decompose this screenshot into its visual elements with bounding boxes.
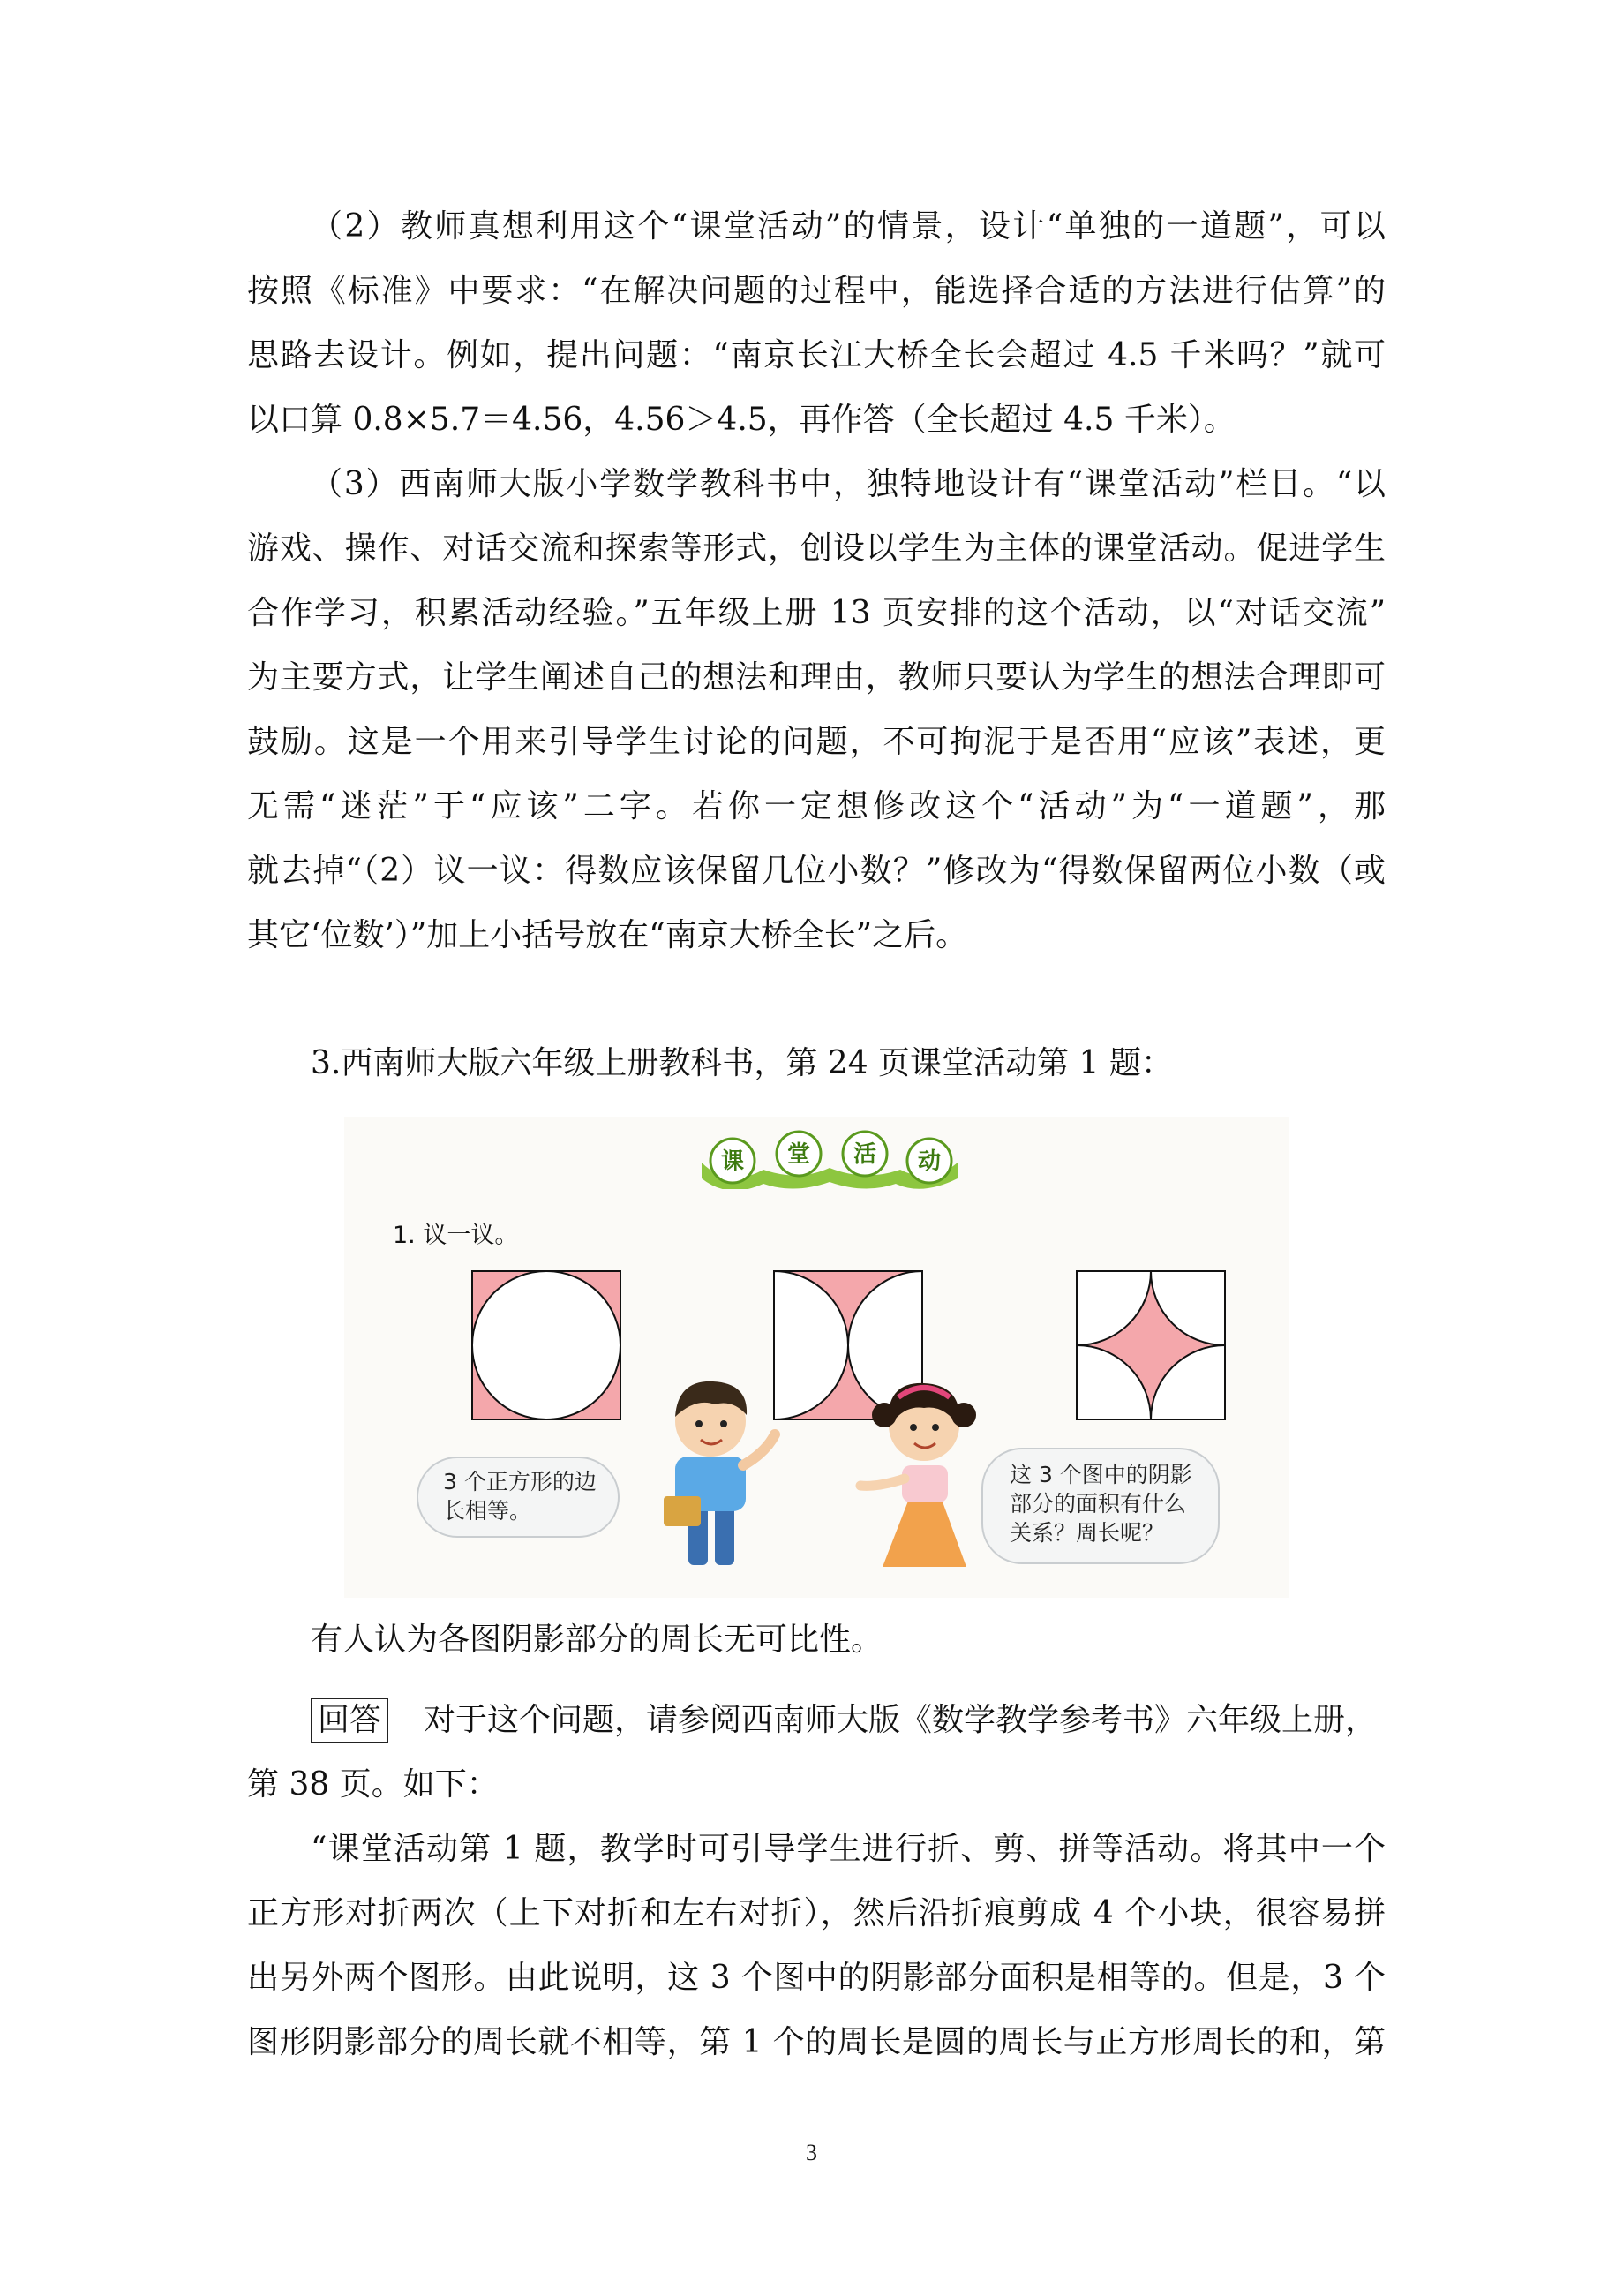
paragraph-line: 鼓励。这是一个用来引导学生讨论的问题，不可拘泥于是否用“应该”表述，更 bbox=[247, 724, 1386, 760]
speech-bubble-boy bbox=[417, 1457, 620, 1538]
speech-bubble-girl bbox=[981, 1448, 1220, 1564]
answer-label: 回答 bbox=[311, 1698, 388, 1743]
square-1 bbox=[472, 1271, 620, 1419]
textbook-figure bbox=[344, 1117, 1289, 1598]
boy-character bbox=[664, 1381, 775, 1565]
section-3-heading: 3.西南师大版六年级上册教科书，第 24 页课堂活动第 1 题： bbox=[311, 1045, 1173, 1081]
item-label: 1. 议一议。 bbox=[393, 1222, 519, 1249]
paragraph-line: 无需“迷茫”于“应该”二字。若你一定想修改这个“活动”为“一道题”，那 bbox=[247, 788, 1386, 824]
answer-paragraph bbox=[247, 1688, 1386, 1817]
bubble-line: 长相等。 bbox=[443, 1498, 532, 1524]
banner-char: 动 bbox=[917, 1148, 942, 1175]
quote-paragraph bbox=[247, 1817, 1386, 2074]
paragraph-line: 出另外两个图形。由此说明，这 3 个图中的阴影部分面积是相等的。但是，3 个 bbox=[247, 1960, 1386, 1996]
paragraph-line: 合作学习，积累活动经验。”五年级上册 13 页安排的这个活动，以“对话交流” bbox=[247, 595, 1386, 631]
banner-char: 堂 bbox=[786, 1141, 811, 1168]
paragraph-line: 按照《标准》中要求：“在解决问题的过程中，能选择合适的方法进行估算”的 bbox=[247, 273, 1386, 309]
paragraph-line: 正方形对折两次（上下对折和左右对折），然后沿折痕剪成 4 个小块，很容易拼 bbox=[247, 1895, 1386, 1931]
bubble-line: 3 个正方形的边 bbox=[443, 1469, 597, 1494]
bubble-line: 部分的面积有什么 bbox=[1010, 1491, 1187, 1517]
bubble-line: 这 3 个图中的阴影 bbox=[1010, 1462, 1192, 1487]
paragraph-line: 思路去设计。例如，提出问题：“南京长江大桥全长会超过 4.5 千米吗？”就可 bbox=[247, 337, 1386, 373]
paragraph-line: 游戏、操作、对话交流和探索等形式，创设以学生为主体的课堂活动。促进学生 bbox=[247, 531, 1386, 567]
paragraph-2 bbox=[247, 194, 1386, 452]
note-line: 有人认为各图阴影部分的周长无可比性。 bbox=[311, 1622, 883, 1658]
paragraph-line: （3）西南师大版小学数学教科书中，独特地设计有“课堂活动”栏目。“以 bbox=[311, 466, 1386, 502]
paragraph-line: 以口算 0.8×5.7＝4.56，4.56＞4.5，再作答（全长超过 4.5 千米）。 bbox=[247, 402, 1236, 438]
bubble-line: 关系？周长呢？ bbox=[1010, 1520, 1165, 1546]
paragraph-line: 就去掉“（2）议一议：得数应该保留几位小数？”修改为“得数保留两位小数（或 bbox=[247, 853, 1386, 889]
paragraph-line: “课堂活动第 1 题，教学时可引导学生进行折、剪、拼等活动。将其中一个 bbox=[311, 1831, 1386, 1867]
girl-character bbox=[860, 1383, 976, 1567]
page-number: 3 bbox=[806, 2140, 817, 2165]
paragraph-line: 为主要方式，让学生阐述自己的想法和理由，教师只要认为学生的想法合理即可 bbox=[247, 659, 1386, 696]
paragraph-line: 图形阴影部分的周长就不相等，第 1 个的周长是圆的周长与正方形周长的和，第 bbox=[247, 2024, 1386, 2060]
banner-char: 活 bbox=[853, 1141, 877, 1168]
banner-char: 课 bbox=[720, 1148, 745, 1175]
inscribed-circle bbox=[472, 1271, 620, 1419]
paragraph-line: （2）教师真想利用这个“课堂活动”的情景，设计“单独的一道题”，可以 bbox=[311, 208, 1386, 245]
answer-line-2: 第 38 页。如下： bbox=[247, 1766, 499, 1803]
paragraph-line: 其它‘位数’）”加上小括号放在“南京大桥全长”之后。 bbox=[247, 917, 968, 953]
square-3 bbox=[1077, 1271, 1225, 1419]
paragraph-3 bbox=[247, 452, 1386, 967]
answer-line-1: 对于这个问题，请参阅西南师大版《数学教学参考书》六年级上册， bbox=[424, 1702, 1378, 1738]
